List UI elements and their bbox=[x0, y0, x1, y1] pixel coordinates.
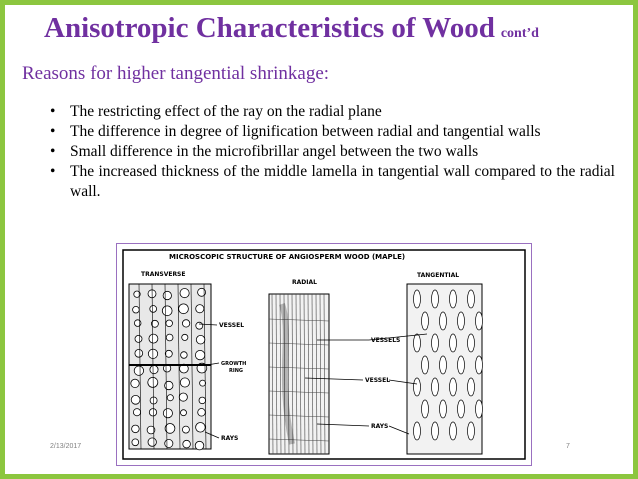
frame-top-bar bbox=[0, 0, 638, 5]
wood-structure-figure bbox=[116, 243, 532, 466]
radial-section bbox=[269, 294, 329, 454]
tangential-ray-cell bbox=[414, 422, 421, 440]
callout-rays-left: RAYS bbox=[221, 435, 239, 442]
transverse-vessel-pore bbox=[131, 379, 139, 387]
bullet-item: • The restricting effect of the ray on the radial plane bbox=[50, 102, 615, 122]
transverse-vessel-pore bbox=[150, 366, 158, 374]
title-main: Anisotropic Characteristics of Wood bbox=[44, 12, 495, 44]
transverse-vessel-pore bbox=[134, 320, 141, 327]
transverse-vessel-pore bbox=[179, 304, 189, 314]
transverse-vessel-pore bbox=[166, 334, 173, 341]
transverse-vessel-pore bbox=[180, 378, 189, 387]
page-number: 7 bbox=[566, 443, 570, 450]
transverse-vessel-pore bbox=[165, 350, 172, 357]
transverse-vessel-pore bbox=[183, 440, 191, 448]
tangential-ray-cell bbox=[450, 422, 457, 440]
tangential-ray-cell bbox=[414, 290, 421, 308]
transverse-vessel-pore bbox=[180, 289, 189, 298]
tangential-ray-cell bbox=[414, 334, 421, 352]
tangential-ray-cell bbox=[422, 356, 429, 374]
transverse-vessel-pore bbox=[149, 334, 158, 343]
transverse-vessel-pore bbox=[198, 409, 206, 417]
transverse-vessel-pore bbox=[165, 381, 173, 389]
transverse-vessel-pore bbox=[181, 410, 187, 416]
tangential-ray-cell bbox=[432, 334, 439, 352]
transverse-vessel-pore bbox=[196, 322, 203, 329]
transverse-vessel-pore bbox=[195, 441, 204, 450]
tangential-ray-cell bbox=[440, 356, 447, 374]
bullet-item: • The increased thickness of the middle lamella in tangential wall compared to the radial wall. bbox=[50, 162, 615, 202]
tangential-ray-cell bbox=[432, 290, 439, 308]
transverse-vessel-pore bbox=[163, 409, 172, 418]
tangential-ray-cell bbox=[476, 356, 483, 374]
tangential-ray-cell bbox=[432, 378, 439, 396]
tangential-ray-cell bbox=[476, 312, 483, 330]
transverse-vessel-pore bbox=[134, 366, 143, 375]
transverse-vessel-pore bbox=[199, 397, 206, 404]
tangential-ray-cell bbox=[458, 400, 465, 418]
transverse-vessel-pore bbox=[196, 423, 206, 433]
callout-vessels-mid: VESSELS bbox=[371, 337, 401, 344]
tangential-ray-cell bbox=[468, 422, 475, 440]
tangential-ray-cell bbox=[476, 400, 483, 418]
label-transverse: TRANSVERSE bbox=[141, 271, 186, 278]
transverse-vessel-pore bbox=[181, 352, 188, 359]
tangential-section bbox=[407, 284, 483, 454]
transverse-vessel-pore bbox=[148, 377, 158, 387]
transverse-vessel-pore bbox=[165, 439, 173, 447]
bullet-item: • The difference in degree of lignification between radial and tangential walls bbox=[50, 122, 615, 142]
tangential-ray-cell bbox=[422, 400, 429, 418]
transverse-vessel-pore bbox=[166, 320, 173, 327]
bullet-list bbox=[50, 102, 615, 202]
figure-heading: MICROSCOPIC STRUCTURE OF ANGIOSPERM WOOD (MAPLE) bbox=[169, 253, 406, 261]
tangential-ray-cell bbox=[422, 312, 429, 330]
tangential-ray-cell bbox=[440, 400, 447, 418]
bullet-item: • Small difference in the microfibrillar angel between the two walls bbox=[50, 142, 615, 162]
transverse-section bbox=[129, 284, 211, 450]
label-radial: RADIAL bbox=[292, 279, 317, 286]
transverse-vessel-pore bbox=[133, 306, 140, 313]
transverse-vessel-pore bbox=[182, 334, 188, 340]
tangential-ray-cell bbox=[440, 312, 447, 330]
title-suffix: cont’d bbox=[500, 26, 539, 41]
tangential-ray-cell bbox=[468, 290, 475, 308]
tangential-ray-cell bbox=[468, 378, 475, 396]
tangential-ray-cell bbox=[414, 378, 421, 396]
frame-bottom-bar bbox=[0, 474, 638, 479]
tangential-ray-cell bbox=[468, 334, 475, 352]
tangential-ray-cell bbox=[450, 378, 457, 396]
transverse-vessel-pore bbox=[179, 393, 187, 401]
slide-title bbox=[44, 12, 634, 45]
tangential-ray-cell bbox=[458, 356, 465, 374]
transverse-vessel-pore bbox=[162, 306, 172, 316]
tangential-ray-cell bbox=[450, 334, 457, 352]
transverse-vessel-pore bbox=[163, 291, 171, 299]
tangential-ray-cell bbox=[458, 312, 465, 330]
transverse-vessel-pore bbox=[135, 335, 142, 342]
transverse-vessel-pore bbox=[150, 306, 157, 313]
slide-subtitle: Reasons for higher tangential shrinkage: bbox=[22, 63, 330, 84]
transverse-vessel-pore bbox=[196, 335, 205, 344]
transverse-vessel-pore bbox=[133, 409, 140, 416]
tangential-ray-cell bbox=[450, 290, 457, 308]
label-tangential: TANGENTIAL bbox=[417, 272, 460, 279]
transverse-vessel-pore bbox=[131, 395, 140, 404]
wood-structure-drawing bbox=[117, 244, 531, 465]
transverse-vessel-pore bbox=[196, 305, 204, 313]
transverse-vessel-pore bbox=[132, 439, 139, 446]
callout-rays-mid: RAYS bbox=[371, 423, 389, 430]
transverse-vessel-pore bbox=[182, 320, 189, 327]
footer-date: 2/13/2017 bbox=[50, 443, 82, 450]
frame-left-bar bbox=[0, 0, 5, 479]
transverse-vessel-pore bbox=[167, 395, 173, 401]
transverse-vessel-pore bbox=[148, 438, 156, 446]
callout-growth-ring-1: GROWTH bbox=[221, 361, 247, 367]
callout-growth-ring-2: RING bbox=[229, 368, 243, 374]
transverse-vessel-pore bbox=[149, 409, 156, 416]
tangential-ray-cell bbox=[432, 422, 439, 440]
callout-vessel-left: VESSEL bbox=[219, 322, 245, 329]
transverse-vessel-pore bbox=[200, 380, 206, 386]
frame-right-bar bbox=[633, 0, 638, 479]
transverse-vessel-pore bbox=[195, 350, 204, 359]
transverse-vessel-pore bbox=[135, 349, 143, 357]
transverse-vessel-pore bbox=[132, 425, 140, 433]
callout-vessel-mid: VESSEL bbox=[365, 377, 391, 384]
transverse-vessel-pore bbox=[182, 426, 189, 433]
